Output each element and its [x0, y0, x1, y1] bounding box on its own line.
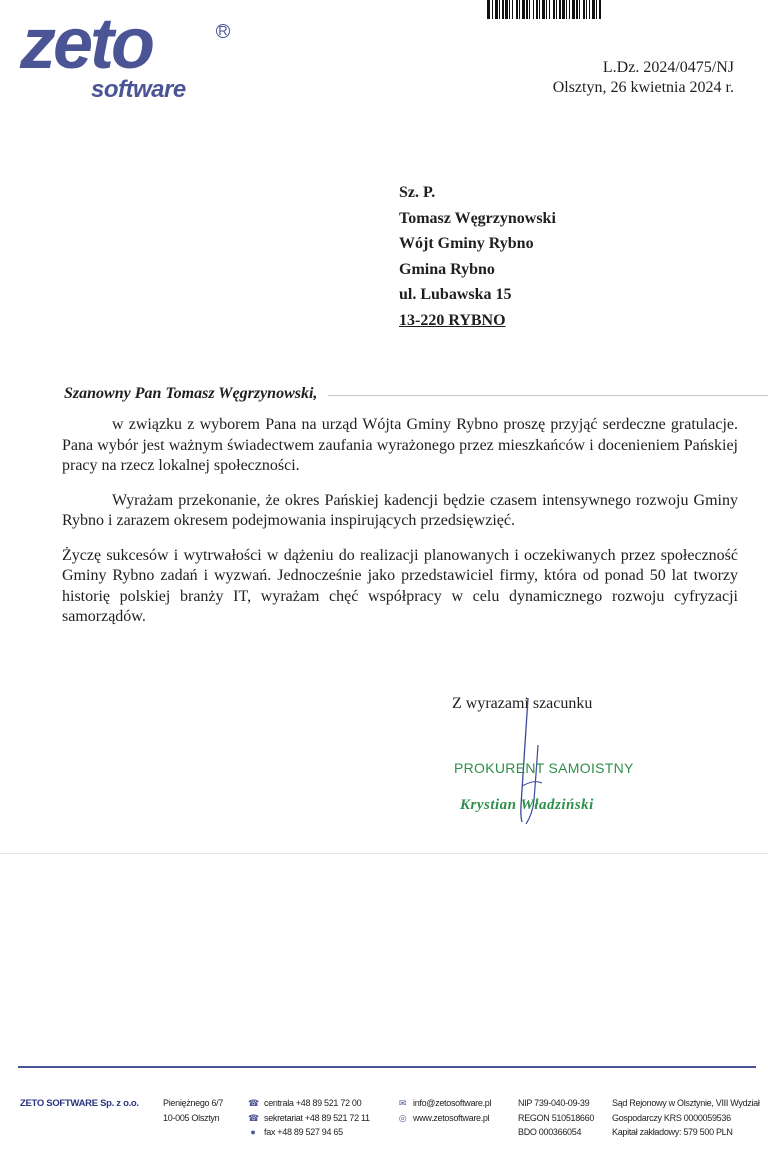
- footer-phones: [248, 1096, 370, 1140]
- regon: REGON 510518660: [518, 1112, 595, 1123]
- footer-court: [612, 1096, 760, 1140]
- body-paragraph: w związku z wyborem Pana na urząd Wójta Gminy Rybno proszę przyjąć serdeczne gratulacje. Pana wybór jest ważnym świadectwem zaufania wyrażonego przez mieszkańców i docenieniem Pańskiej pracy na rzecz lokalnej społeczności.: [62, 416, 738, 474]
- footer-divider: [18, 1066, 756, 1068]
- phone-central[interactable]: centrala +48 89 521 72 00: [264, 1098, 362, 1108]
- recipient-address: [399, 180, 556, 333]
- registered-trademark-icon: R: [216, 24, 230, 38]
- court-line: Sąd Rejonowy w Olsztynie, VIII Wydział: [612, 1098, 760, 1108]
- fold-line: [0, 853, 768, 854]
- footer-address: [163, 1096, 223, 1125]
- fold-mark: [328, 395, 768, 396]
- letter-body: [62, 415, 738, 642]
- salutation: Szanowny Pan Tomasz Węgrzynowski,: [64, 385, 318, 402]
- address-line: Pieniężnego 6/7: [163, 1098, 224, 1108]
- footer-company: ZETO SOFTWARE Sp. z o.o.: [20, 1098, 139, 1109]
- email-icon: ✉: [398, 1098, 407, 1108]
- recipient-postcode: 13-220 RYBNO: [399, 311, 506, 329]
- recipient-line: Wójt Gminy Rybno: [399, 235, 534, 252]
- krs-line: Gospodarczy KRS 0000059536: [612, 1112, 731, 1123]
- barcode-bar: [601, 0, 602, 19]
- bdo: BDO 000366054: [518, 1127, 582, 1137]
- capital-line: Kapitał zakładowy: 579 500 PLN: [612, 1127, 733, 1137]
- barcode: [487, 0, 731, 19]
- recipient-line: Tomasz Węgrzynowski: [399, 209, 556, 227]
- nip: NIP 739-040-09-39: [518, 1098, 590, 1108]
- closing: Z wyrazami szacunku: [452, 695, 593, 712]
- place-date: Olsztyn, 26 kwietnia 2024 r.: [552, 79, 734, 96]
- globe-icon: ◎: [398, 1112, 407, 1123]
- footer-web: [398, 1096, 491, 1125]
- body-paragraph: Wyrażam przekonanie, że okres Pańskiej kadencji będzie czasem intensywnego rozwoju Gminy Rybno i zarazem okresem podejmowania inspirujących przedsięwzięć.: [62, 491, 738, 529]
- email-link[interactable]: info@zetosoftware.pl: [413, 1098, 492, 1108]
- address-line: 10-005 Olsztyn: [163, 1112, 220, 1123]
- phone-icon: ☎: [248, 1098, 259, 1108]
- stamp-name: Krystian Władziński: [460, 797, 594, 813]
- footer-registry: [518, 1096, 594, 1140]
- logo-software: software: [91, 76, 186, 103]
- logo-zeto: zeto: [20, 4, 152, 84]
- fax-icon: ●: [250, 1127, 256, 1137]
- stamp-role: PROKURENT SAMOISTNY: [454, 760, 634, 776]
- phone-icon: ☎: [248, 1112, 259, 1123]
- reference-number: L.Dz. 2024/0475/NJ: [602, 59, 734, 76]
- fax-number: fax +48 89 527 94 65: [264, 1127, 343, 1137]
- phone-secretariat[interactable]: sekretariat +48 89 521 72 11: [264, 1112, 370, 1123]
- recipient-line: ul. Lubawska 15: [399, 286, 512, 303]
- recipient-line: Sz. P.: [399, 184, 436, 201]
- website-link[interactable]: www.zetosoftware.pl: [413, 1112, 490, 1123]
- reference-block: [553, 58, 734, 98]
- body-paragraph: Życzę sukcesów i wytrwałości w dążeniu do realizacji planowanych i oczekiwanych przez społeczność Gminy Rybno zadań i wyzwań. Jednocześnie jako przedstawiciel firmy, która od ponad 50 lat tworzy historię polskiej branży IT, wyrażam chęć współpracy w celu dynamicznego rozwoju cyfryzacji samorządów.: [62, 546, 738, 625]
- recipient-line: Gmina Rybno: [399, 260, 495, 278]
